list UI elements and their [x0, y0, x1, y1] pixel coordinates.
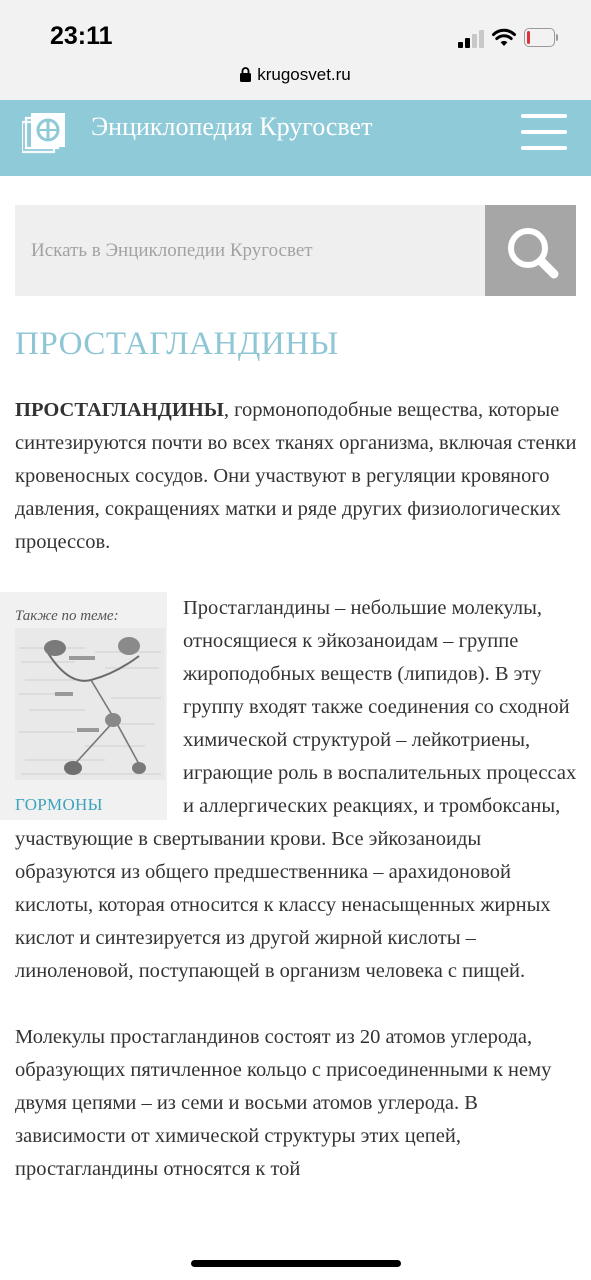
url-text: krugosvet.ru — [257, 65, 351, 84]
hormones-diagram-image[interactable] — [15, 628, 165, 780]
intro-text: , гормоноподобные вещества, которые синтезируются почти во всех тканях организма, включая стенки кровеносных сосудов. Они участвуют в регуляции кровяного давления, сокращениях матки и ряде других физиологических процессов. — [15, 399, 577, 553]
wifi-icon — [492, 27, 516, 47]
site-title[interactable]: Энциклопедия Кругосвет — [91, 112, 373, 141]
paragraph-2-text: Простагландины – небольшие молекулы, относящиеся к эйкозаноидам – группе жироподобных веществ (липидов). В эту группу входят также соединения со сходной химической структурой – лейкотриены, играющие роль в воспалительных процессах и аллергических реакциях, и тромбоксаны, участвующие в свертывании крови. Все эйкозаноиды образуются из общего предшественника – арахидоновой кислоты, которая относится к классу ненасыщенных жирных кислот и синтезируется из другой жирной кислоты – линоленовой, поступающей в организм человека с пищей. — [15, 597, 577, 982]
intro-paragraph — [15, 394, 577, 559]
article-body — [15, 394, 577, 1186]
logo-icon[interactable] — [22, 108, 70, 156]
search-icon — [485, 205, 576, 296]
see-also-label: Также по теме: — [15, 608, 119, 624]
battery-icon — [524, 28, 558, 47]
search-input[interactable] — [15, 205, 485, 296]
signal-icon — [458, 28, 484, 48]
search-button[interactable] — [485, 205, 576, 296]
lock-icon — [240, 67, 251, 82]
address-bar[interactable] — [0, 65, 591, 85]
menu-button[interactable] — [521, 112, 569, 152]
lead-term: ПРОСТАГЛАНДИНЫ — [15, 399, 224, 421]
page-title: ПРОСТАГЛАНДИНЫ — [15, 326, 339, 362]
site-header — [0, 100, 591, 176]
paragraph-3: Молекулы простагландинов состоят из 20 атомов углерода, образующих пятичленное кольцо с присоединенными к нему двумя цепями – из семи и восьми атомов углерода. В зависимости от химической структуры этих цепей, простагландины относятся к той — [15, 1026, 552, 1180]
see-also-link-hormones[interactable]: ГОРМОНЫ — [15, 795, 103, 814]
clock: 23:11 — [50, 22, 113, 50]
see-also-box — [0, 592, 167, 820]
paragraph-2 — [15, 592, 577, 988]
menu-icon — [521, 114, 567, 118]
status-bar — [0, 0, 591, 100]
home-indicator[interactable] — [191, 1260, 401, 1267]
